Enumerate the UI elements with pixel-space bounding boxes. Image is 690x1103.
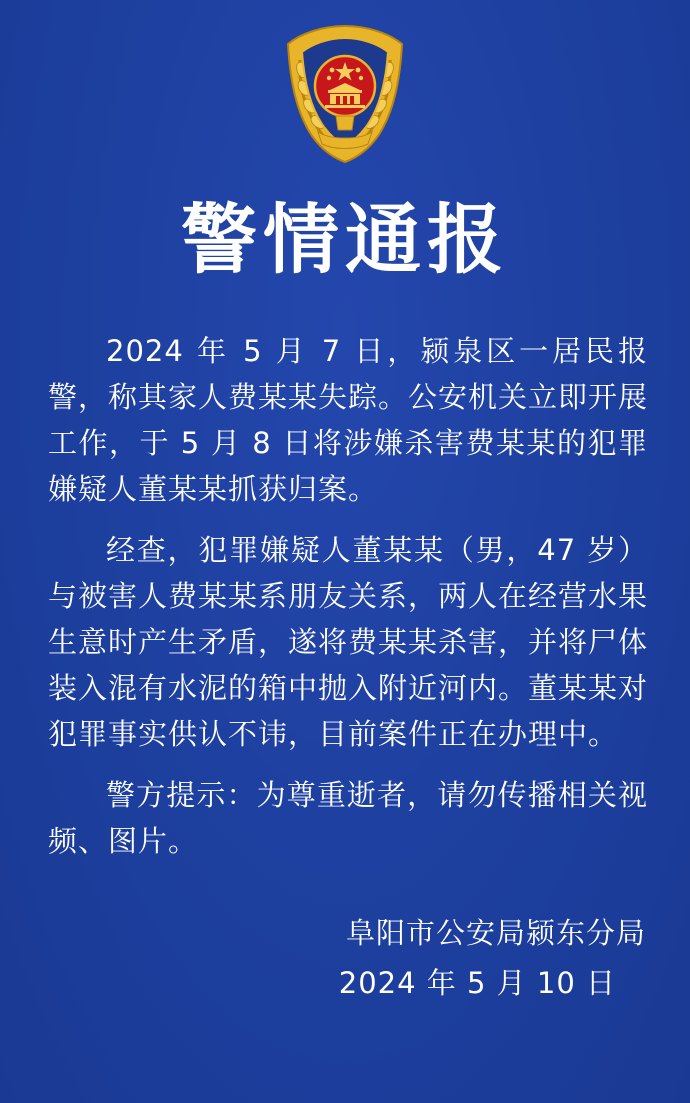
notice-title: 警情通报 xyxy=(181,195,509,284)
paragraph-investigation: 经查，犯罪嫌疑人董某某（男，47 岁）与被害人费某某系朋友关系，两人在经营水果生意时产生矛盾，遂将费某某杀害，并将尸体装入混有水泥的箱中抛入附近河内。董某某对犯罪事实供认不讳，目前案件正在办理中。 xyxy=(48,533,649,751)
paragraph-police-reminder: 警方提示：为尊重逝者，请勿传播相关视频、图片。 xyxy=(48,778,648,858)
notice-body xyxy=(48,328,648,879)
signature-block xyxy=(246,908,646,1008)
police-emblem-icon xyxy=(278,20,412,166)
paragraph-report: 2024 年 5 月 7 日，颍泉区一居民报警，称其家人费某某失踪。公安机关立即开展工作，于 5 月 8 日将涉嫌杀害费某某的犯罪嫌疑人董某某抓获归案。 xyxy=(48,334,649,506)
issuer-name: 阜阳市公安局颍东分局 xyxy=(345,916,646,950)
issue-date: 2024 年 5 月 10 日 xyxy=(338,966,616,1000)
